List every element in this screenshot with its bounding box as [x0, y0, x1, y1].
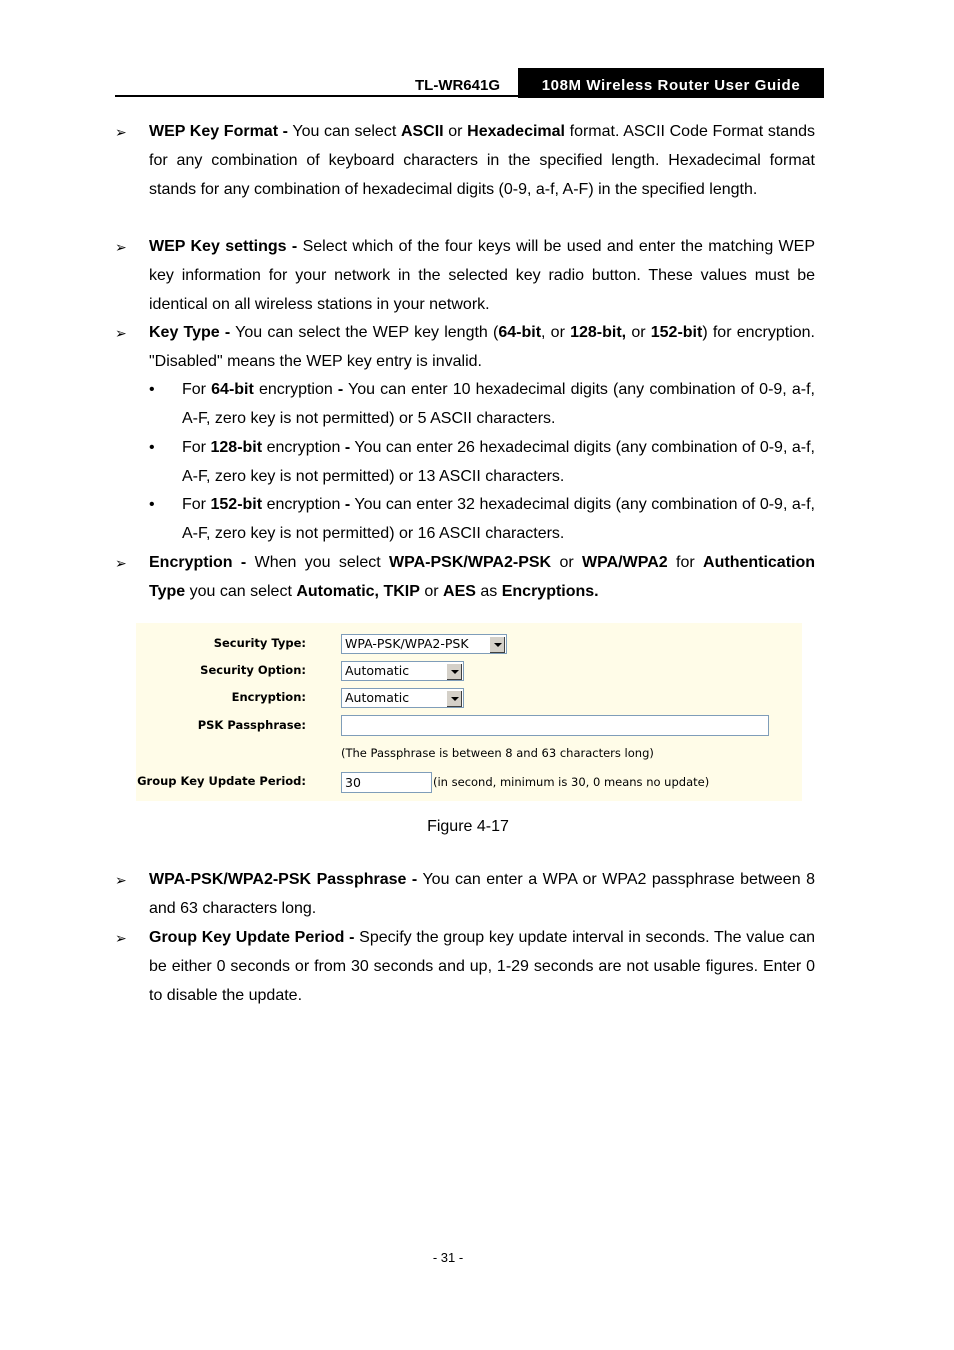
bullet-arrow-icon: ➢ [115, 325, 127, 341]
bullet-dot-icon: • [149, 381, 155, 398]
sub-item-64-bit: For 64-bit encryption - You can enter 10 hexadecimal digits (any combination of 0-9, a-f, A-F, zero key is not permitted) or 5 ASCII characters. [182, 381, 816, 427]
bullet-arrow-icon: ➢ [115, 930, 127, 946]
term: WEP Key settings - [149, 238, 298, 255]
chevron-down-icon[interactable] [446, 690, 462, 707]
item-passphrase: WPA-PSK/WPA2-PSK Passphrase - You can enter a WPA or WPA2 passphrase between 8 and 63 characters long. [149, 871, 815, 917]
group-key-hint: (in second, minimum is 30, 0 means no update) [433, 775, 710, 789]
group-key-input[interactable]: 30 [341, 772, 432, 793]
figure-caption: Figure 4-17 [427, 818, 509, 835]
psk-passphrase-hint: (The Passphrase is between 8 and 63 characters long) [341, 746, 654, 760]
psk-passphrase-input[interactable] [341, 715, 769, 736]
page-number: - 31 - [432, 1250, 464, 1265]
term: WPA-PSK/WPA2-PSK Passphrase - [149, 871, 418, 888]
item-wep-key-settings: WEP Key settings - Select which of the four keys will be used and enter the matching WEP key information for your network in the selected key radio button. These values must be identical on all wireless stations in your network. [149, 238, 816, 313]
security-option-label: Security Option: [200, 663, 306, 677]
term: WEP Key Format - [149, 123, 289, 140]
header-guide-title: 108M Wireless Router User Guide [518, 68, 824, 98]
sub-item-152-bit: For 152-bit encryption - You can enter 32 hexadecimal digits (any combination of 0-9, a-f, A-F, zero key is not permitted) or 16 ASCII characters. [182, 496, 816, 542]
item-key-type: Key Type - You can select the WEP key length (64-bit, or 128-bit, or 152-bit) for encryption. "Disabled" means the WEP key entry is invalid. [149, 324, 815, 370]
bullet-arrow-icon: ➢ [115, 239, 127, 255]
encryption-select[interactable]: Automatic [341, 688, 464, 708]
group-key-label: Group Key Update Period: [137, 774, 306, 788]
security-option-select[interactable]: Automatic [341, 661, 464, 681]
bullet-arrow-icon: ➢ [115, 872, 127, 888]
security-type-select[interactable]: WPA-PSK/WPA2-PSK [341, 634, 507, 654]
bullet-dot-icon: • [149, 496, 155, 513]
header-rule [115, 95, 824, 97]
header-model: TL-WR641G [415, 77, 501, 94]
psk-passphrase-label: PSK Passphrase: [197, 718, 306, 732]
security-type-label: Security Type: [213, 636, 306, 650]
term: Key Type - [149, 324, 231, 341]
chevron-down-icon[interactable] [446, 663, 462, 680]
item-encryption: Encryption - When you select WPA-PSK/WPA2-PSK or WPA/WPA2 for Authentication Type you can select Automatic, TKIP or AES as Encryptions. [149, 554, 816, 600]
chevron-down-icon[interactable] [489, 636, 505, 653]
encryption-label: Encryption: [231, 690, 306, 704]
figure-wpa-psk-settings [136, 623, 802, 801]
item-group-key-update: Group Key Update Period - Specify the group key update interval in seconds. The value can be either 0 seconds or from 30 seconds and up, 1-29 seconds are not usable figures. Enter 0 to disable the update. [149, 929, 816, 1004]
item-wep-key-format: WEP Key Format - You can select ASCII or Hexadecimal format. ASCII Code Format stands for any combination of keyboard characters in the specified length. Hexadecimal format stands for any combination of hexadecimal digits (0-9, a-f, A-F) in the specified length. [149, 123, 815, 198]
bullet-arrow-icon: ➢ [115, 555, 127, 571]
term: Encryption - [149, 554, 247, 571]
bullet-dot-icon: • [149, 439, 155, 456]
bullet-arrow-icon: ➢ [115, 124, 127, 140]
term: Group Key Update Period - [149, 929, 355, 946]
sub-item-128-bit: For 128-bit encryption - You can enter 26 hexadecimal digits (any combination of 0-9, a-f, A-F, zero key is not permitted) or 13 ASCII characters. [182, 439, 816, 485]
